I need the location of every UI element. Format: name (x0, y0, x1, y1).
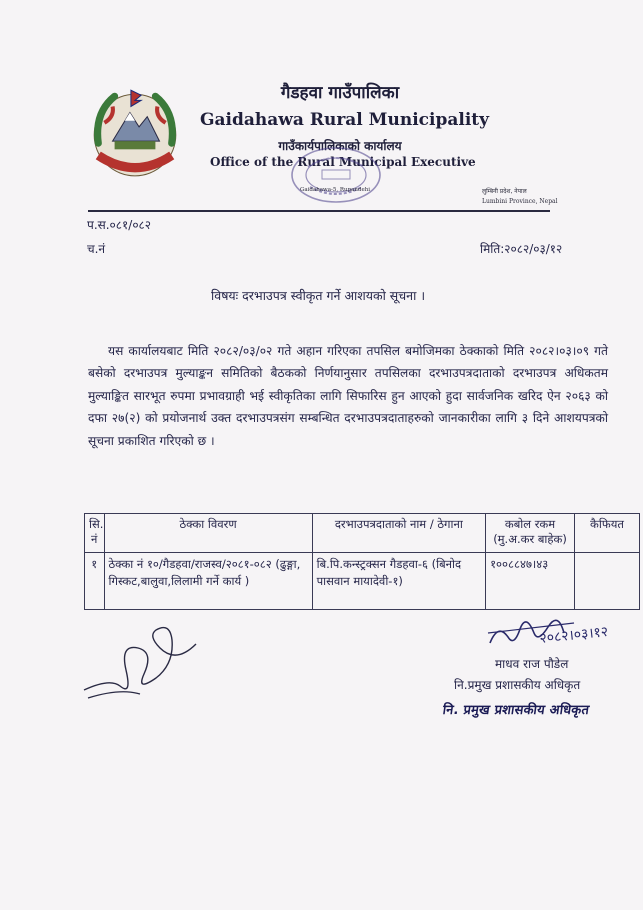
office-name-nepali: गाउँकार्यपालिकाको कार्यालय (278, 139, 402, 153)
table-row (85, 553, 640, 610)
signatory-name: माधव राज पौडेल (495, 657, 569, 671)
letter-date: मिति:२०८२/०३/१२ (480, 242, 563, 256)
cell-remarks (574, 553, 639, 610)
office-name-english: Office of the Rural Municipal Executive (210, 155, 476, 169)
cell-contract-description: ठेक्का नं १०/गैडहवा/राजस्व/२०८१-०८२ (ढुङ्गा, गिस्कट,बालुवा,लिलामी गर्ने कार्य ) (104, 553, 312, 610)
office-address: Gaidahawa-5, Rupandehi (300, 187, 370, 193)
header-bid-amount: कबोल रकम (मु.अ.कर बाहेक) (486, 514, 575, 553)
table-header-row (85, 514, 640, 553)
letterhead-divider (88, 210, 550, 212)
dispatch-number: च.नं (87, 242, 106, 256)
signatory-designation: नि.प्रमुख प्रशासकीय अधिकृत (454, 678, 581, 692)
office-seal-stamp-icon (288, 145, 384, 205)
header-contract-description: ठेक्का विवरण (104, 514, 312, 553)
municipality-emblem-icon (84, 82, 186, 184)
province-english: Lumbini Province, Nepal (482, 198, 558, 205)
svg-text:२०८२।०३।१२: २०८२।०३।१२ (538, 623, 609, 647)
cell-bidder: बि.पि.कन्स्ट्रक्सन गैडहवा-६ (बिनोद पासवान मायादेवी-१) (312, 553, 485, 610)
municipality-name-nepali: गैडहवा गाउँपालिका (280, 83, 400, 103)
header-remarks: कैफियत (574, 514, 639, 553)
header-bidder: दरभाउपत्रदाताको नाम / ठेगाना (312, 514, 485, 553)
designation-stamp: नि. प्रमुख प्रशासकीय अधिकृत (441, 703, 591, 718)
cell-bid-amount: १००८८४७।४३ (486, 553, 575, 610)
municipality-name-english: Gaidahawa Rural Municipality (200, 110, 490, 130)
cell-serial-number: १ (85, 553, 105, 610)
subject-line: विषयः दरभाउपत्र स्वीकृत गर्ने आशयको सूचना । (211, 288, 426, 303)
notice-body: यस कार्यालयबाट मिति २०८२/०३/०२ गते अहान गरिएका तपसिल बमोजिमका ठेक्काको मिति २०८२।०३।०९ गते बसेको दरभाउपत्र मुल्याङ्कन समितिको बैठकको निर्णयानुसार तपसिलका दरभाउपत्रदाताको दरभाउपत्र अधिकतम मुल्याङ्कित सारभूत रुपमा प्रभावग्राही भई स्वीकृतिका लागि सिफारिस हुन आएको हुदा सार्वजनिक खरिद ऐन २०६३ को दफा २७(२) को प्रयोजनार्थ उक्त दरभाउपत्रसंग सम्बन्धित दरभाउपत्रदाताहरुको जानकारीका लागि ३ दिने आशयपत्रको सूचना प्रकाशित गरिएको छ । (88, 344, 608, 448)
province-nepali: लुम्बिनी प्रदेश, नेपाल (482, 188, 527, 195)
reference-number: प.स.०८१/०८२ (87, 218, 152, 232)
contract-table (84, 513, 640, 610)
header-serial-number: सि. नं (85, 514, 105, 553)
signature-icon (80, 608, 210, 718)
